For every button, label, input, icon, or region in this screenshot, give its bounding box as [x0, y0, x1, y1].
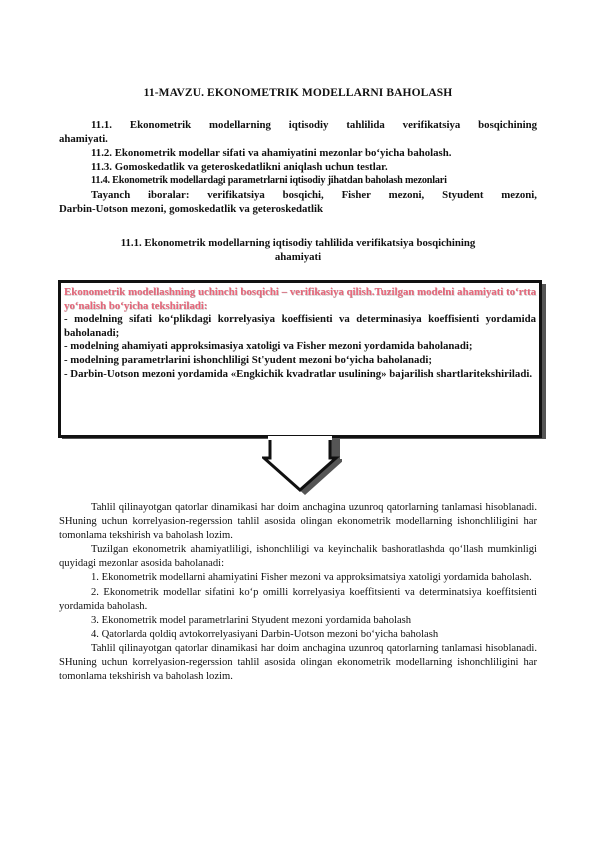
- paragraph-1: Tahlil qilinayotgan qatorlar dinamikasi har doim anchagina uzunroq qatorlarning tanlamasi hisoblanadi. SHuning uchun korrelyasion-regerssion tahlil asosida olingan ekonometrik modellarning ishonchliligini har tomonlama tekshirish va baholash lozim.: [59, 502, 537, 542]
- topic-outline: [59, 118, 537, 216]
- callout-intro: Ekonometrik modellashning uchinchi bosqichi – verifikasiya qilish.Tuzilgan modelni ahamiyati to‘rtta yo‘nalish bo‘yicha tekshiriladi:: [64, 286, 536, 312]
- keywords-line: Tayanch iboralar: verifikatsiya bosqichi, Fisher mezoni, Styudent mezoni,: [91, 189, 537, 201]
- section-heading-line2: ahamiyati: [274, 251, 322, 263]
- outline-item-1: 11.1. Ekonometrik modellarning iqtisodiy tahlilida verifikatsiya bosqichining: [91, 119, 537, 131]
- callout-bullet-2: - modelning ahamiyati approksimasiya xatoligi va Fisher mezoni yordamida baholanadi;: [64, 340, 473, 353]
- list-item-1: 1. Ekonometrik modellarni ahamiyatini Fisher mezoni va approksimatsiya xatoligi yordamida baholash.: [91, 572, 532, 584]
- page-title: 11-MAVZU. EKONOMETRIK MODELLARNI BAHOLASH: [143, 87, 453, 99]
- outline-item-2: 11.2. Ekonometrik modellar sifati va ahamiyatini mezonlar bo‘yicha baholash.: [91, 147, 452, 159]
- list-item-2: 2. Ekonometrik modellar sifatini ko‘p omilli korrelyasiya koeffitsienti va determinatsiya koeffitsienti yordamida baholash.: [59, 586, 537, 612]
- callout-bullet-1: - modelning sifati ko‘plikdagi korrelyasiya koeffisienti va determinasiya koeffisienti yordamida baholanadi;: [64, 313, 536, 339]
- paragraph-3: Tahlil qilinayotgan qatorlar dinamikasi har doim anchagina uzunroq qatorlarning tanlamasi hisoblanadi. SHuning uchun korrelyasion-regerssion tahlil asosida olingan ekonometrik modellarning ishonchliligini har tomonlama tekshirish va baholash lozim.: [59, 642, 537, 683]
- outline-item-4: 11.4. Ekonometrik modellardagi parametrlarni iqtisodiy jihatdan baholash mezonlari: [91, 175, 447, 186]
- callout-bullet-3: - modelning parametrlarini ishonchliligi St'yudent mezoni bo‘yicha baholanadi;: [64, 353, 433, 366]
- section-heading-line1: 11.1. Ekonometrik modellarning iqtisodiy tahlilida verifikatsiya bosqichining: [120, 237, 476, 249]
- outline-item-3: 11.3. Gomoskedatlik va geteroskedatlikni aniqlash uchun testlar.: [91, 161, 388, 173]
- list-item-3: 3. Ekonometrik model parametrlarini Styudent mezoni yordamida baholash: [91, 614, 412, 626]
- keywords-line-cont: Darbin-Uotson mezoni, gomoskedatlik va geteroskedatlik: [59, 203, 324, 215]
- section-heading: [59, 236, 537, 264]
- body-text: [59, 501, 537, 684]
- callout-box: [58, 280, 542, 438]
- outline-item-1-cont: ahamiyati.: [59, 133, 108, 145]
- down-arrow-icon: [262, 436, 342, 496]
- callout-bullet-4: - Darbin-Uotson mezoni yordamida «Engkichik kvadratlar usulining» bajarilish shartlaritekshiriladi.: [64, 367, 533, 380]
- paragraph-2: Tuzilgan ekonometrik ahamiyatliligi, ishonchliligi va keyinchalik bashoratlashda qo‘llash mumkinligi quyidagi mezonlar asosida baholanadi:: [59, 544, 537, 570]
- list-item-4: 4. Qatorlarda qoldiq avtokorrelyasiyani Darbin-Uotson mezoni bo‘yicha baholash: [91, 628, 439, 640]
